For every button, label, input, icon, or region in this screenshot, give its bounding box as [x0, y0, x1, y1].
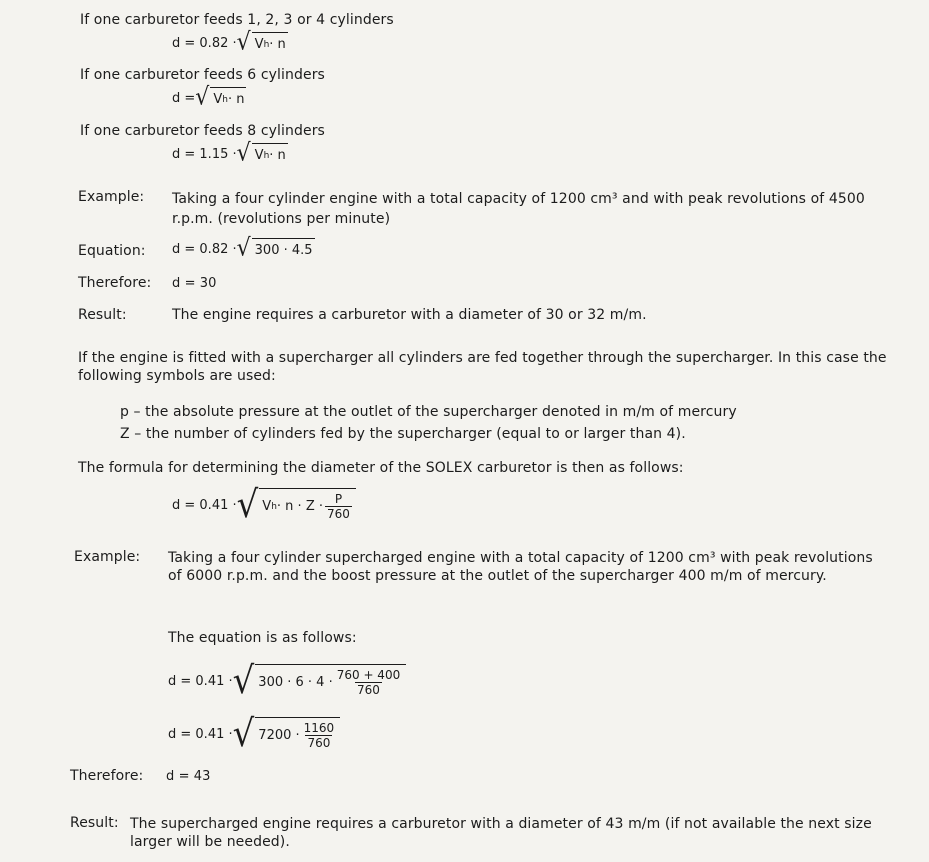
- symbol-z: Z – the number of cylinders fed by the supercharger (equal to or larger than 4).: [120, 426, 686, 442]
- text-carb-8: If one carburetor feeds 8 cylinders: [80, 123, 325, 139]
- radical-sign: √: [236, 234, 251, 263]
- radicand-rest: · n · Z ·: [276, 499, 323, 514]
- example2-text: Taking a four cylinder supercharged engine with a total capacity of 1200 cm³ with peak revolutions of 6000 r.p.m. and the boost pressure at the outlet of the supercharger 400 m/m of mercury.: [168, 550, 873, 584]
- radicand-v: V: [213, 92, 223, 107]
- formula-intro: The formula for determining the diameter of the SOLEX carburetor is then as follows:: [78, 460, 684, 476]
- radical-sign: √: [232, 659, 255, 703]
- formula-lhs: d =: [172, 90, 196, 106]
- formula-lhs: d = 0.41 ·: [172, 497, 237, 513]
- result2-label: Result:: [70, 815, 119, 831]
- radical-sign: √: [232, 712, 255, 756]
- numerator: 760 + 400: [336, 668, 401, 682]
- radicand-rest: · n: [269, 37, 286, 52]
- solex-formula: [172, 483, 356, 527]
- radicand-v: V: [254, 37, 264, 52]
- formula-lhs: d = 0.82 ·: [172, 35, 237, 51]
- result2-text: The supercharged engine requires a carburetor with a diameter of 43 m/m (if not available the next size larger will be needed).: [130, 816, 872, 850]
- therefore2-value: d = 43: [166, 769, 211, 784]
- radicand-text: 7200 ·: [258, 728, 300, 743]
- radical: [232, 659, 407, 703]
- equation-label: Equation:: [78, 243, 146, 259]
- example1-text: Taking a four cylinder engine with a total capacity of 1200 cm³ and with peak revolutions of 4500 r.p.m. (revolutions per minute): [172, 191, 865, 227]
- radicand: [255, 664, 406, 698]
- formula-lhs: d = 0.82 ·: [172, 241, 237, 257]
- radicand: [210, 87, 246, 109]
- equation-intro: The equation is as follows:: [168, 630, 357, 646]
- therefore2-label: Therefore:: [70, 768, 144, 784]
- radicand: [259, 488, 356, 522]
- formula-lhs: d = 0.41 ·: [168, 726, 233, 742]
- fraction: [325, 492, 352, 521]
- denominator: 760: [327, 507, 350, 521]
- radicand-rest: · n: [269, 148, 286, 163]
- radicand-sub: h: [271, 501, 277, 512]
- formula-1-4: [172, 28, 288, 57]
- formula-8: [172, 139, 288, 168]
- therefore1-value: d = 30: [172, 276, 217, 291]
- radical: [236, 28, 288, 57]
- numerator: P: [334, 492, 343, 506]
- result1-text: The engine requires a carburetor with a diameter of 30 or 32 m/m.: [172, 307, 647, 323]
- result1-label: Result:: [78, 307, 127, 323]
- example2-formula-b: [168, 712, 340, 756]
- symbol-p: p – the absolute pressure at the outlet of the supercharger denoted in m/m of mercury: [120, 404, 737, 420]
- radical-sign: √: [195, 83, 210, 112]
- radical-sign: √: [236, 139, 251, 168]
- numerator: 1160: [303, 721, 335, 735]
- example2-formula-a: [168, 659, 406, 703]
- text-carb-6: If one carburetor feeds 6 cylinders: [80, 67, 325, 83]
- radical-sign: √: [236, 483, 259, 527]
- radicand-sub: h: [263, 39, 270, 50]
- supercharger-intro: If the engine is fitted with a supercharger all cylinders are fed together through the supercharger. In this case the following symbols are used:: [78, 350, 887, 384]
- radicand: [252, 143, 288, 165]
- radicand-v: V: [262, 499, 272, 514]
- radicand-v: V: [254, 148, 264, 163]
- text-carb-1-4: If one carburetor feeds 1, 2, 3 or 4 cylinders: [80, 12, 394, 28]
- radical: [236, 139, 288, 168]
- radicand-sub: h: [263, 150, 270, 161]
- radical-sign: √: [236, 28, 251, 57]
- formula-lhs: d = 1.15 ·: [172, 146, 237, 162]
- radical: [195, 83, 246, 112]
- radicand: 300 · 4.5: [252, 238, 315, 260]
- radicand-text: 300 · 6 · 4 ·: [258, 675, 333, 690]
- fraction: [302, 721, 337, 750]
- example1-label: Example:: [78, 189, 145, 205]
- radicand: [252, 32, 288, 54]
- radicand-sub: h: [222, 94, 228, 105]
- radicand-rest: · n: [227, 92, 245, 107]
- radical: [232, 712, 341, 756]
- radical: [236, 234, 315, 263]
- denominator: 760: [307, 736, 331, 750]
- formula-6: [172, 83, 246, 112]
- therefore1-label: Therefore:: [78, 275, 152, 291]
- radical: [236, 483, 356, 527]
- denominator: 760: [357, 683, 380, 697]
- equation1-formula: [172, 234, 315, 263]
- formula-lhs: d = 0.41 ·: [168, 673, 233, 689]
- radicand: [255, 717, 340, 751]
- fraction: [335, 668, 403, 697]
- example2-label: Example:: [74, 549, 141, 565]
